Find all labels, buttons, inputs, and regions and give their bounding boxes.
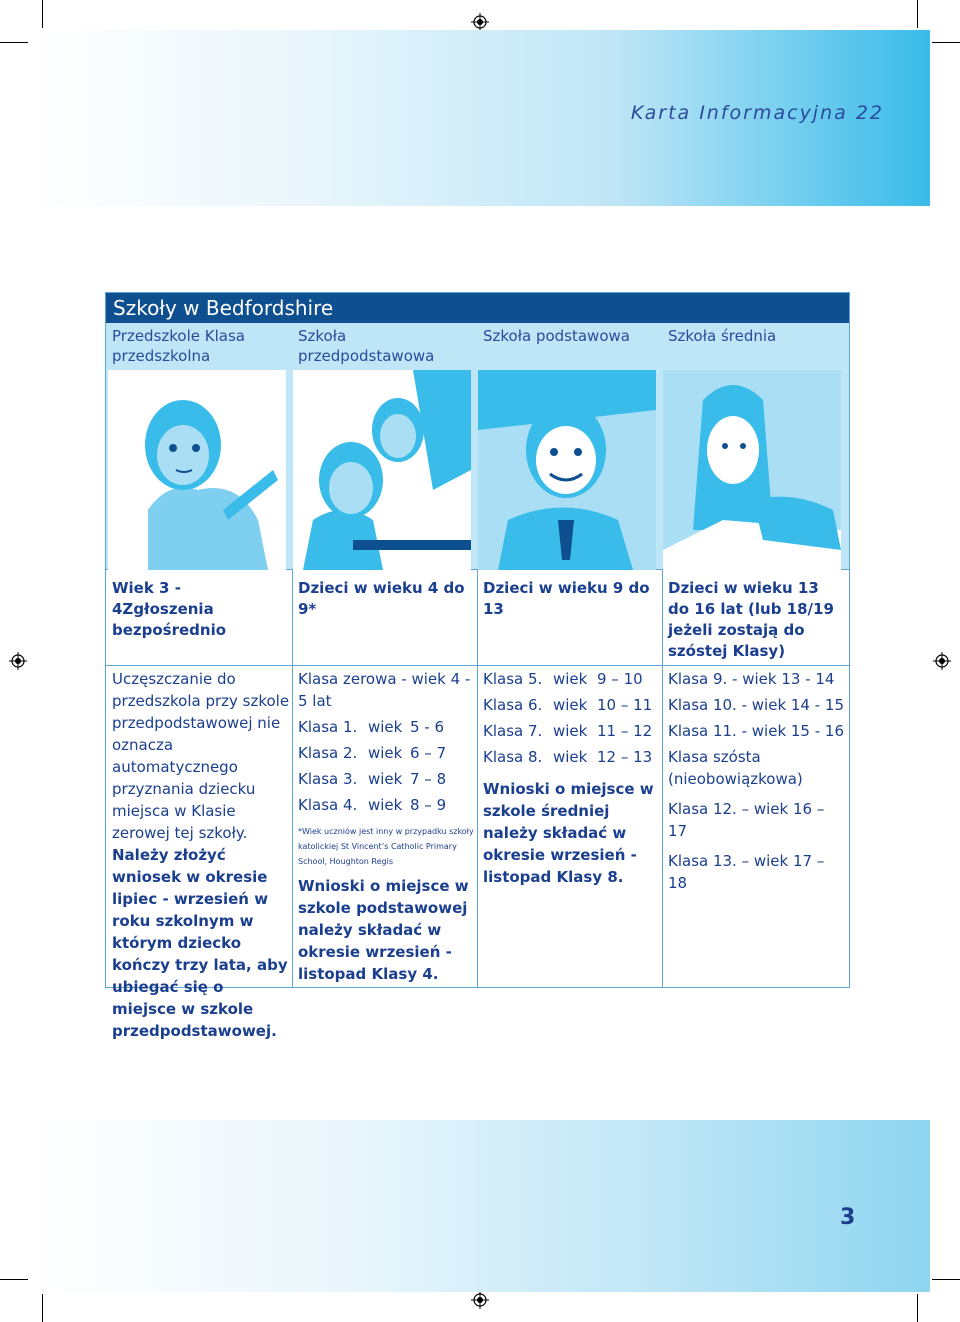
lower-school-info: [298, 668, 476, 985]
preschool-info: [112, 668, 290, 1042]
column-header-primary: Szkoła podstawowa: [483, 327, 630, 345]
page-header-title: Karta Informacyjna 22: [630, 102, 884, 124]
grade-row: Klasa 10. - wiek 14 - 15: [668, 696, 845, 714]
grade-row: Klasa 8. wiek 12 – 13: [483, 748, 653, 766]
column-header-lower-school: Szkoła przedpodstawowa: [298, 327, 435, 365]
preschool-info-text: Uczęszczanie do przedszkola przy szkole przedpodstawowej nie oznacza automatycznego przyznania dziecku miejsca w Klasie zerowej tej szkoły.: [112, 670, 290, 842]
footer-band: [30, 1120, 930, 1292]
klasa-zerowa: Klasa zerowa - wiek 4 - 5 lat: [298, 670, 471, 710]
grade-row: Klasa 12. – wiek 16 – 17: [668, 800, 825, 840]
registration-mark-icon: [933, 652, 951, 670]
age-secondary: Dzieci w wieku 13 do 16 lat (lub 18/19 jeżeli zostają do szóstej Klasy): [668, 579, 834, 660]
grade-row: Klasa 9. - wiek 13 - 14: [668, 670, 835, 688]
crop-mark: [42, 0, 43, 28]
registration-mark-icon: [9, 652, 27, 670]
crop-mark: [917, 0, 918, 28]
footnote: *Wiek uczniów jest inny w przypadku szkoły katolickiej St Vincent’s Catholic Primary School, Houghton Regis: [298, 827, 474, 866]
crop-mark: [0, 1279, 28, 1280]
grade-row: Klasa 3. wiek 7 – 8: [298, 770, 447, 788]
table-title: Szkoły w Bedfordshire: [106, 293, 849, 323]
grade-row: Klasa 6. wiek 10 – 11: [483, 696, 653, 714]
crop-mark: [917, 1294, 918, 1322]
page-number: 3: [840, 1205, 856, 1230]
age-lower-school: Dzieci w wieku 4 do 9*: [298, 579, 465, 618]
registration-mark-icon: [471, 1291, 489, 1309]
primary-application-note: Wnioski o miejsce w szkole średniej należy składać w okresie wrzesień - listopad Klasy 8.: [483, 780, 654, 886]
grade-row: Klasa 4. wiek 8 – 9: [298, 796, 447, 814]
preschool-info-bold: Należy złożyć wniosek w okresie lipiec - wrzesień w roku szkolnym w którym dziecko kończy trzy lata, aby ubiegać się o miejsce w szkole przedpodstawowej.: [112, 846, 288, 1040]
grade-row: Klasa 5. wiek 9 – 10: [483, 670, 643, 688]
column-header-preschool: Przedszkole Klasa przedszkolna: [112, 327, 245, 365]
column-header-secondary: Szkoła średnia: [668, 327, 777, 345]
age-preschool: Wiek 3 - 4Zgłoszenia bezpośrednio: [112, 579, 227, 639]
registration-mark-icon: [471, 13, 489, 31]
photo-primary-boy: [478, 370, 656, 570]
crop-mark: [0, 42, 28, 43]
age-primary: Dzieci w wieku 9 do 13: [483, 579, 650, 618]
grade-row: Klasa szósta (nieobowiązkowa): [668, 748, 803, 788]
lower-school-application-note: Wnioski o miejsce w szkole podstawowej należy składać w okresie wrzesień - listopad Klasy 4.: [298, 877, 469, 983]
crop-mark: [932, 1279, 960, 1280]
photo-preschool-child: [108, 370, 286, 570]
photo-lower-school-children: [293, 370, 471, 570]
photo-secondary-girl: [663, 370, 841, 570]
grade-row: Klasa 13. – wiek 17 – 18: [668, 852, 825, 892]
column-divider: [292, 569, 293, 988]
crop-mark: [42, 1294, 43, 1322]
grade-row: Klasa 1. wiek 5 - 6: [298, 718, 445, 736]
crop-mark: [932, 42, 960, 43]
secondary-info: [668, 668, 846, 894]
primary-info: [483, 668, 661, 888]
column-divider: [477, 569, 478, 988]
grade-row: Klasa 2. wiek 6 – 7: [298, 744, 447, 762]
grade-row: Klasa 11. - wiek 15 - 16: [668, 722, 845, 740]
column-divider: [662, 569, 663, 988]
grade-row: Klasa 7. wiek 11 – 12: [483, 722, 653, 740]
